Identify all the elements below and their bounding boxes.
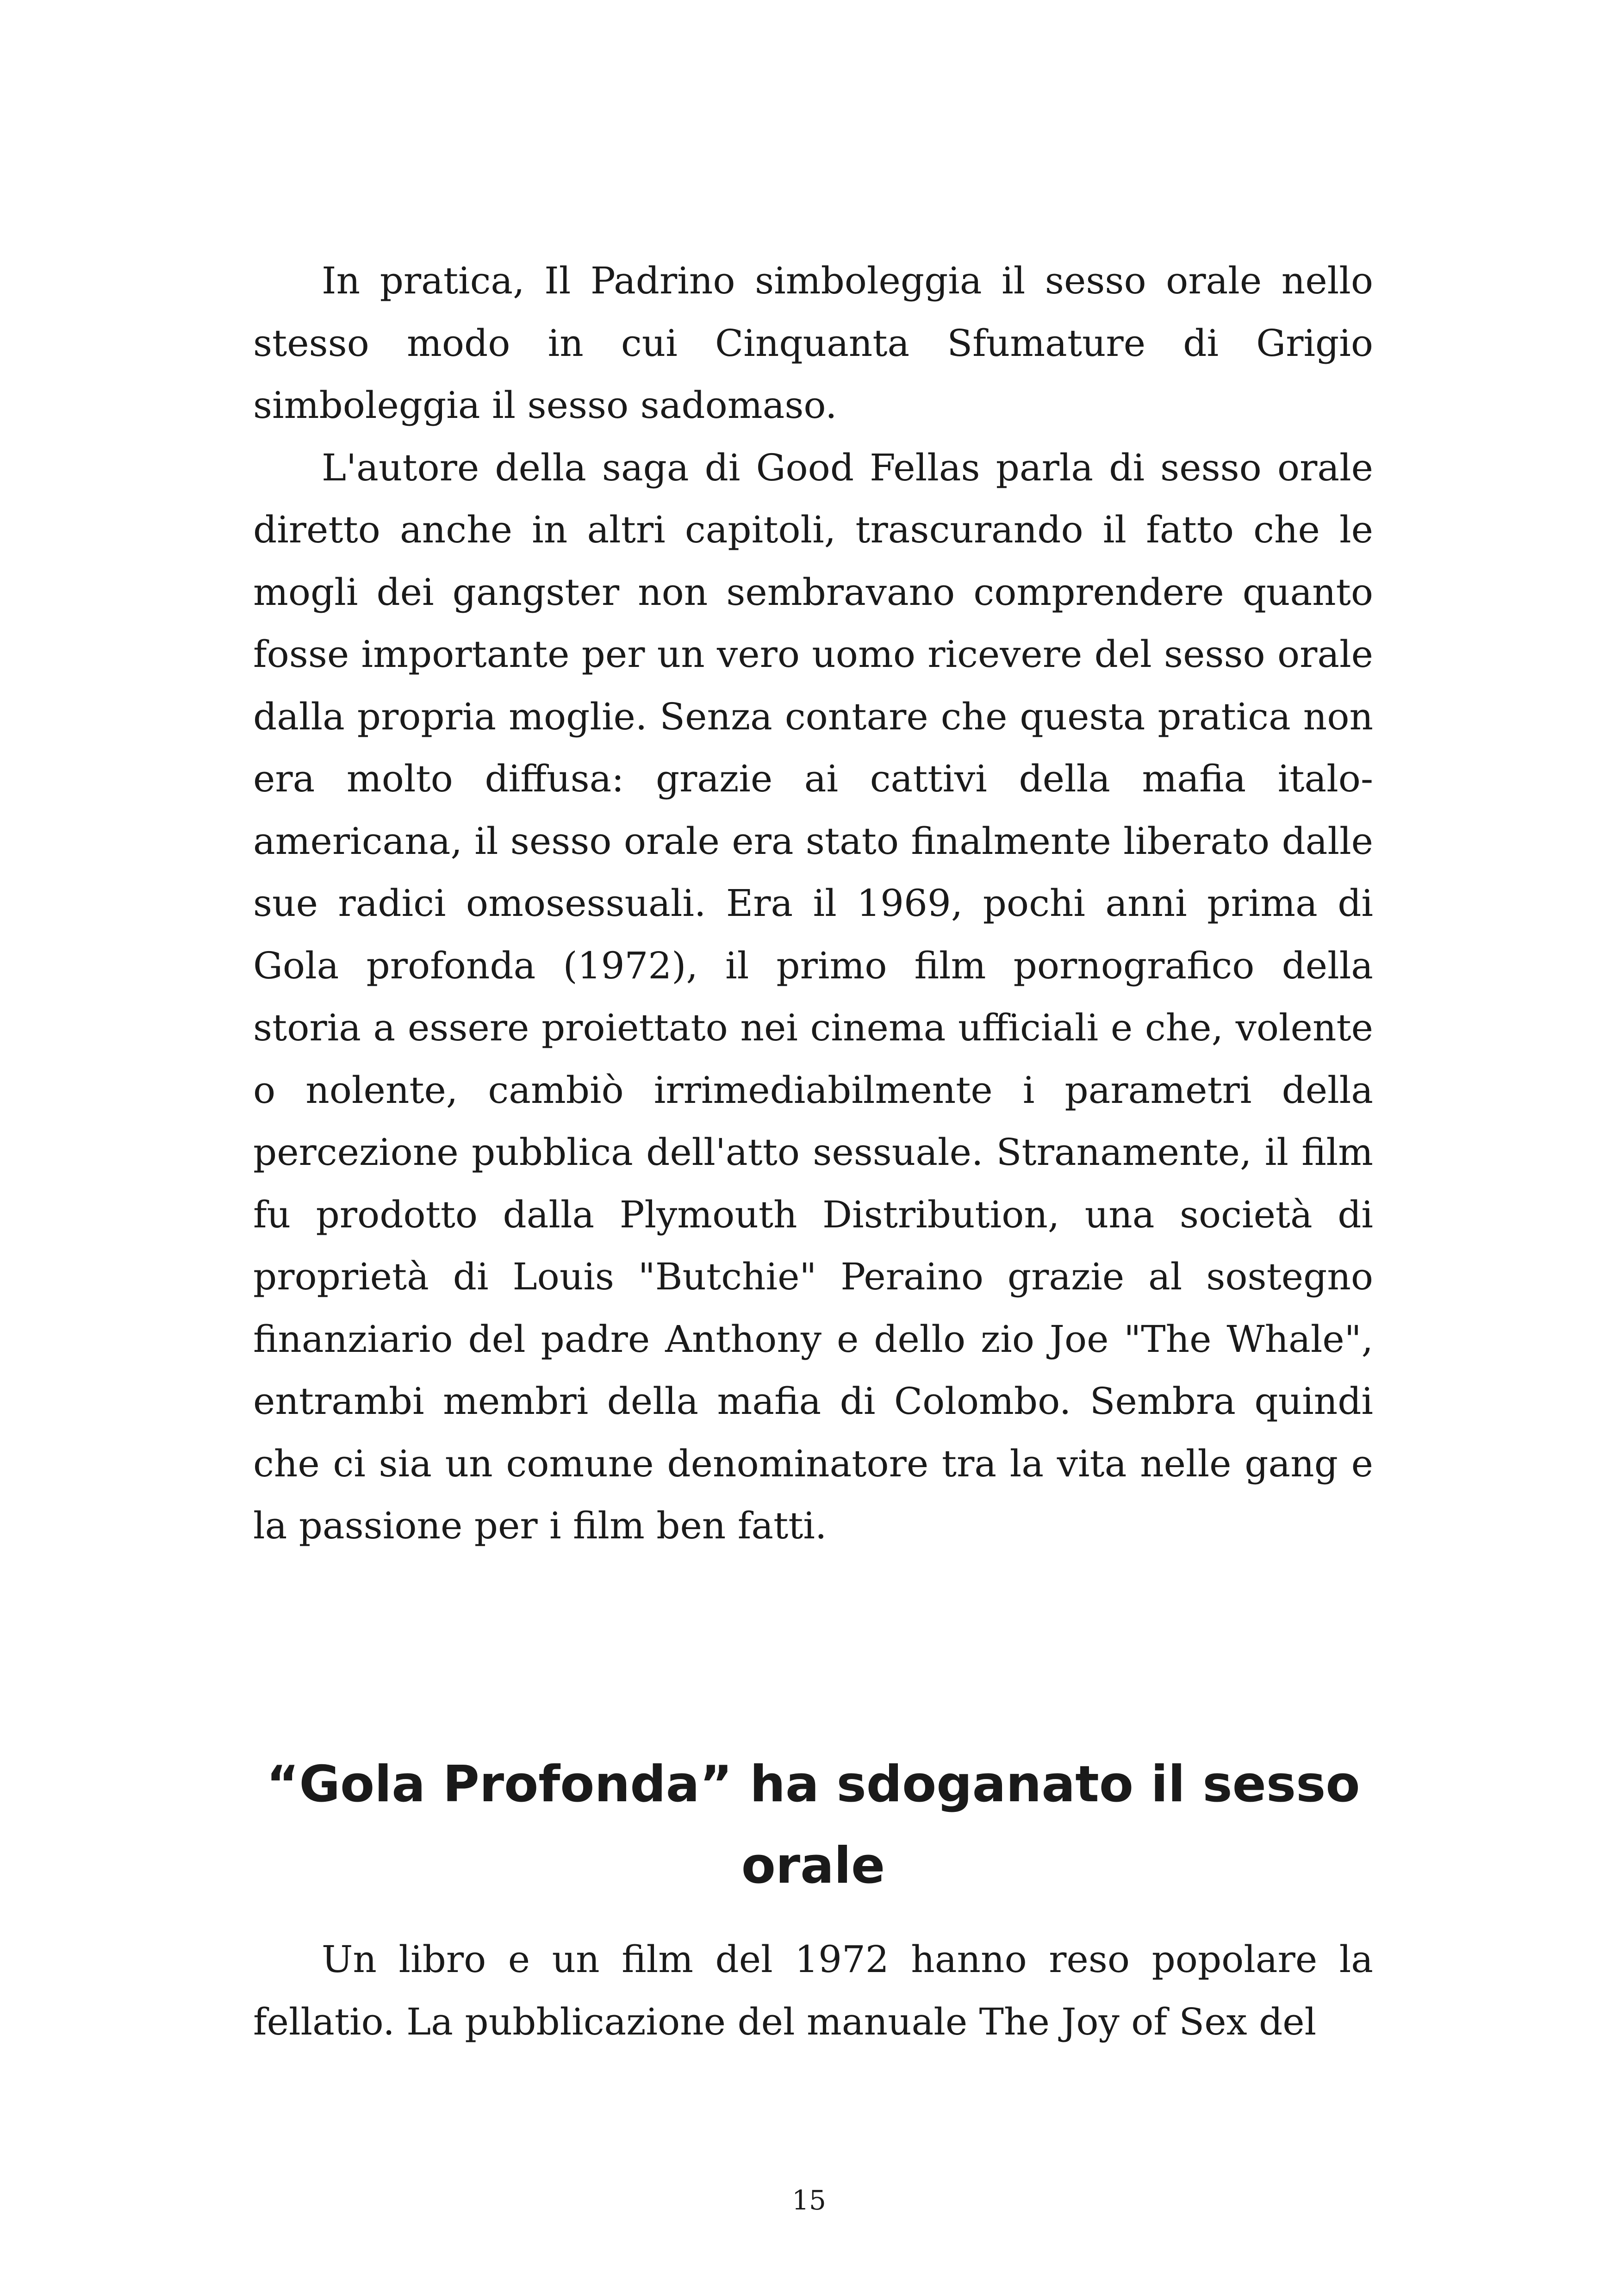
paragraph: In pratica, Il Padrino simboleggia il sesso orale nello stesso modo in cui Cinquanta Sfumature di Grigio simboleggia il sesso sadomaso. bbox=[253, 259, 1373, 427]
section-heading: “Gola Profonda” ha sdoganato il sesso orale bbox=[266, 1755, 1360, 1895]
paragraph: L'autore della saga di Good Fellas parla di sesso orale diretto anche in altri capitoli, trascurando il fatto che le mogli dei gangster non sembravano comprendere quanto fosse importante per un vero uomo ricevere del sesso orale dalla propria moglie. Senza contare che questa pratica non era molto diffusa: grazie ai cattivi della mafia italo-americana, il sesso orale era stato finalmente liberato dalle sue radici omosessuali. Era il 1969, pochi anni prima di Gola profonda (1972), il primo film pornografico della storia a essere proiettato nei cinema ufficiali e che, volente o nolente, cambiò irrimediabilmente i parametri della percezione pubblica dell'atto sessuale. Stranamente, il film fu prodotto dalla Plymouth Distribution, una società di proprietà di Louis "Butchie" Peraino grazie al sostegno finanziario del padre Anthony e dello zio Joe "The Whale", entrambi membri della mafia di Colombo. Sembra quindi che ci sia un comune denominatore tra la vita nelle gang e la passione per i film ben fatti. bbox=[253, 446, 1373, 1547]
paragraph: Un libro e un film del 1972 hanno reso popolare la fellatio. La pubblicazione del manuale The Joy of Sex del bbox=[253, 1938, 1373, 2043]
body-text-bottom bbox=[253, 1929, 1373, 2053]
body-text-top bbox=[253, 250, 1373, 1557]
page-number: 15 bbox=[792, 2184, 826, 2216]
